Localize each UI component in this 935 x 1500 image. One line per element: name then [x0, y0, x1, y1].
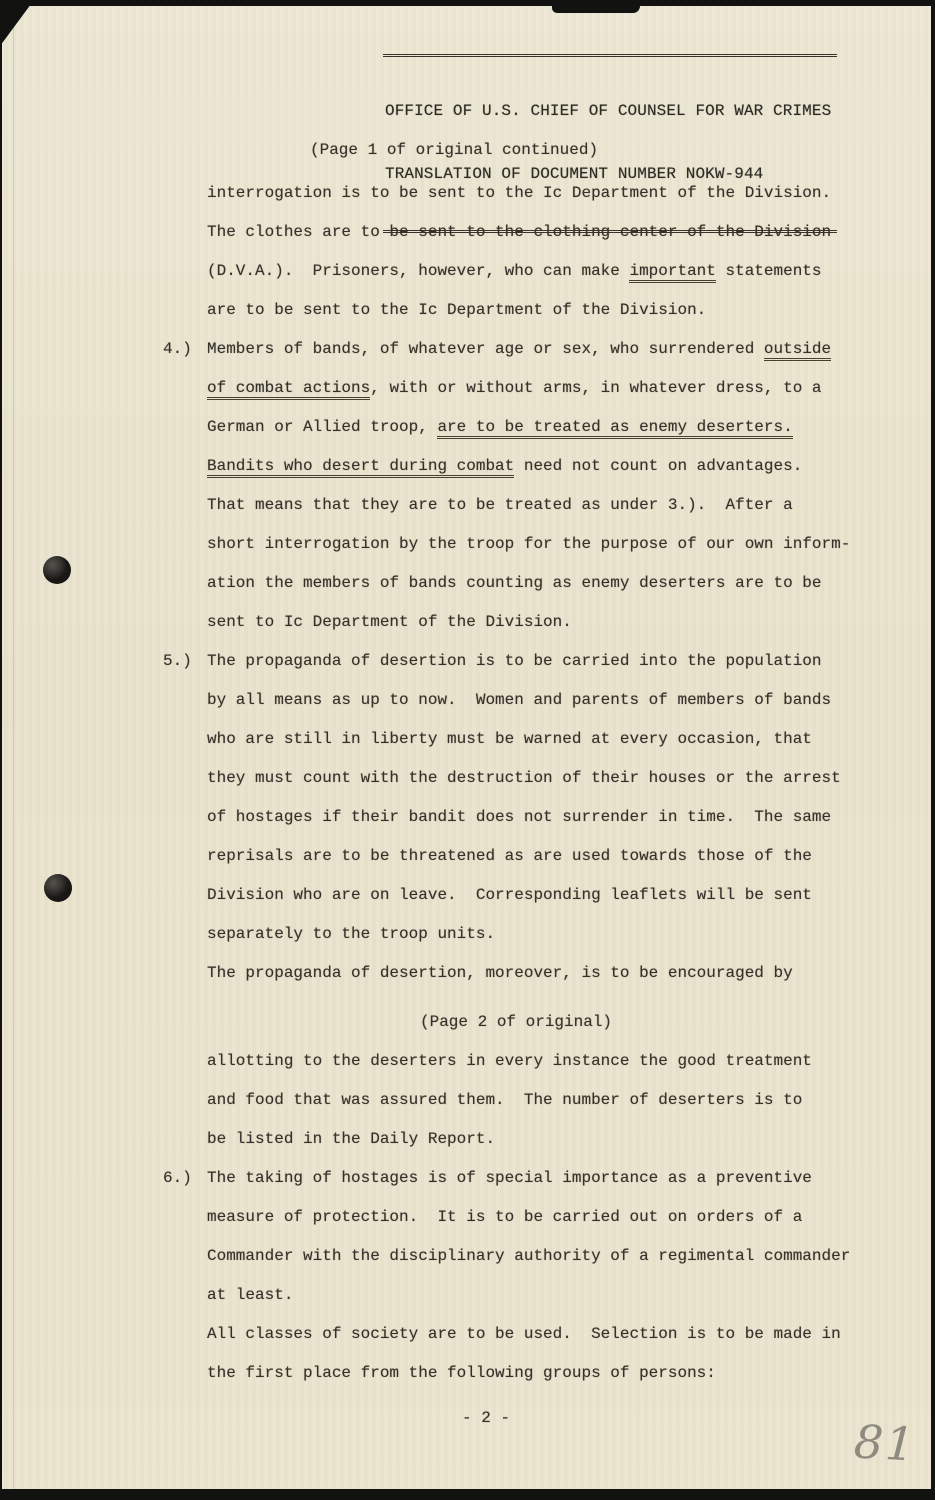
text-line: by all means as up to now. Women and parents of members of bands: [207, 691, 832, 709]
item-5: [163, 642, 935, 993]
letterhead-translation-line: TRANSLATION OF DOCUMENT NUMBER NOKW-944: [385, 165, 764, 183]
para-continuation: [207, 174, 935, 330]
text-line: (Page 1 of original continued): [310, 141, 599, 159]
text-line: Bandits who desert during combat need not count on advantages.: [207, 447, 935, 486]
page1-marker: [310, 131, 935, 170]
handwritten-page-number: 81: [852, 1414, 918, 1472]
text-line: ation the members of bands counting as enemy deserters are to be: [207, 574, 822, 592]
text-line: Members of bands, of whatever age or sex, who surrendered outside: [207, 330, 935, 369]
text-line: The propaganda of desertion is to be carried into the population: [207, 652, 822, 670]
scan-edge-notch: [552, 0, 640, 13]
scan-corner-fold: [0, 0, 34, 46]
list-number: 5.): [163, 652, 192, 670]
text-line: (D.V.A.). Prisoners, however, who can make important statements: [207, 252, 935, 291]
text-line: The propaganda of desertion, moreover, is to be encouraged by: [207, 964, 793, 982]
text-line: Division who are on leave. Corresponding leaflets will be sent: [207, 886, 812, 904]
text-line: interrogation is to be sent to the Ic Department of the Division.: [207, 184, 832, 202]
list-number: 4.): [163, 340, 192, 358]
text-line: short interrogation by the troop for the purpose of our own inform-: [207, 535, 851, 553]
item-6: [163, 1159, 935, 1393]
text-line: reprisals are to be threatened as are used towards those of the: [207, 847, 812, 865]
item-4: [163, 330, 935, 642]
text-line: German or Allied troop, are to be treated as enemy deserters.: [207, 408, 935, 447]
text-line: Commander with the disciplinary authority of a regimental commander: [207, 1247, 851, 1265]
text-line: separately to the troop units.: [207, 925, 496, 943]
text-line: All classes of society are to be used. Selection is to be made in: [207, 1325, 841, 1343]
text-line: (Page 2 of original): [420, 1013, 613, 1031]
text-line: measure of protection. It is to be carried out on orders of a: [207, 1208, 803, 1226]
text-line: The taking of hostages is of special importance as a preventive: [207, 1169, 812, 1187]
text-line: of hostages if their bandit does not surrender in time. The same: [207, 808, 832, 826]
list-number: 6.): [163, 1169, 192, 1187]
text-line: be listed in the Daily Report.: [207, 1130, 496, 1148]
text-line: are to be sent to the Ic Department of the Division.: [207, 301, 707, 319]
text-line: allotting to the deserters in every instance the good treatment: [207, 1052, 812, 1070]
text-line: who are still in liberty must be warned at every occasion, that: [207, 730, 812, 748]
page2-marker: [420, 1003, 935, 1042]
text-line: and food that was assured them. The number of deserters is to: [207, 1091, 803, 1109]
text-line: they must count with the destruction of their houses or the arrest: [207, 769, 841, 787]
letterhead-office-line: OFFICE OF U.S. CHIEF OF COUNSEL FOR WAR CRIMES: [385, 102, 832, 120]
text-line: The clothes are to be sent to the clothing center of the Division: [207, 223, 832, 241]
scan-edge-top: [0, 0, 935, 6]
document-body: [0, 131, 935, 1438]
text-line: of combat actions, with or without arms, in whatever dress, to a: [207, 369, 935, 408]
text-line: That means that they are to be treated as under 3.). After a: [207, 496, 793, 514]
text-line: at least.: [207, 1286, 294, 1304]
scan-edge-bottom: [0, 1489, 935, 1500]
para-continuation-2: [207, 1042, 935, 1159]
text-line: - 2 -: [462, 1409, 511, 1427]
text-line: sent to Ic Department of the Division.: [207, 613, 572, 631]
text-line: the first place from the following groups of persons:: [207, 1364, 716, 1382]
